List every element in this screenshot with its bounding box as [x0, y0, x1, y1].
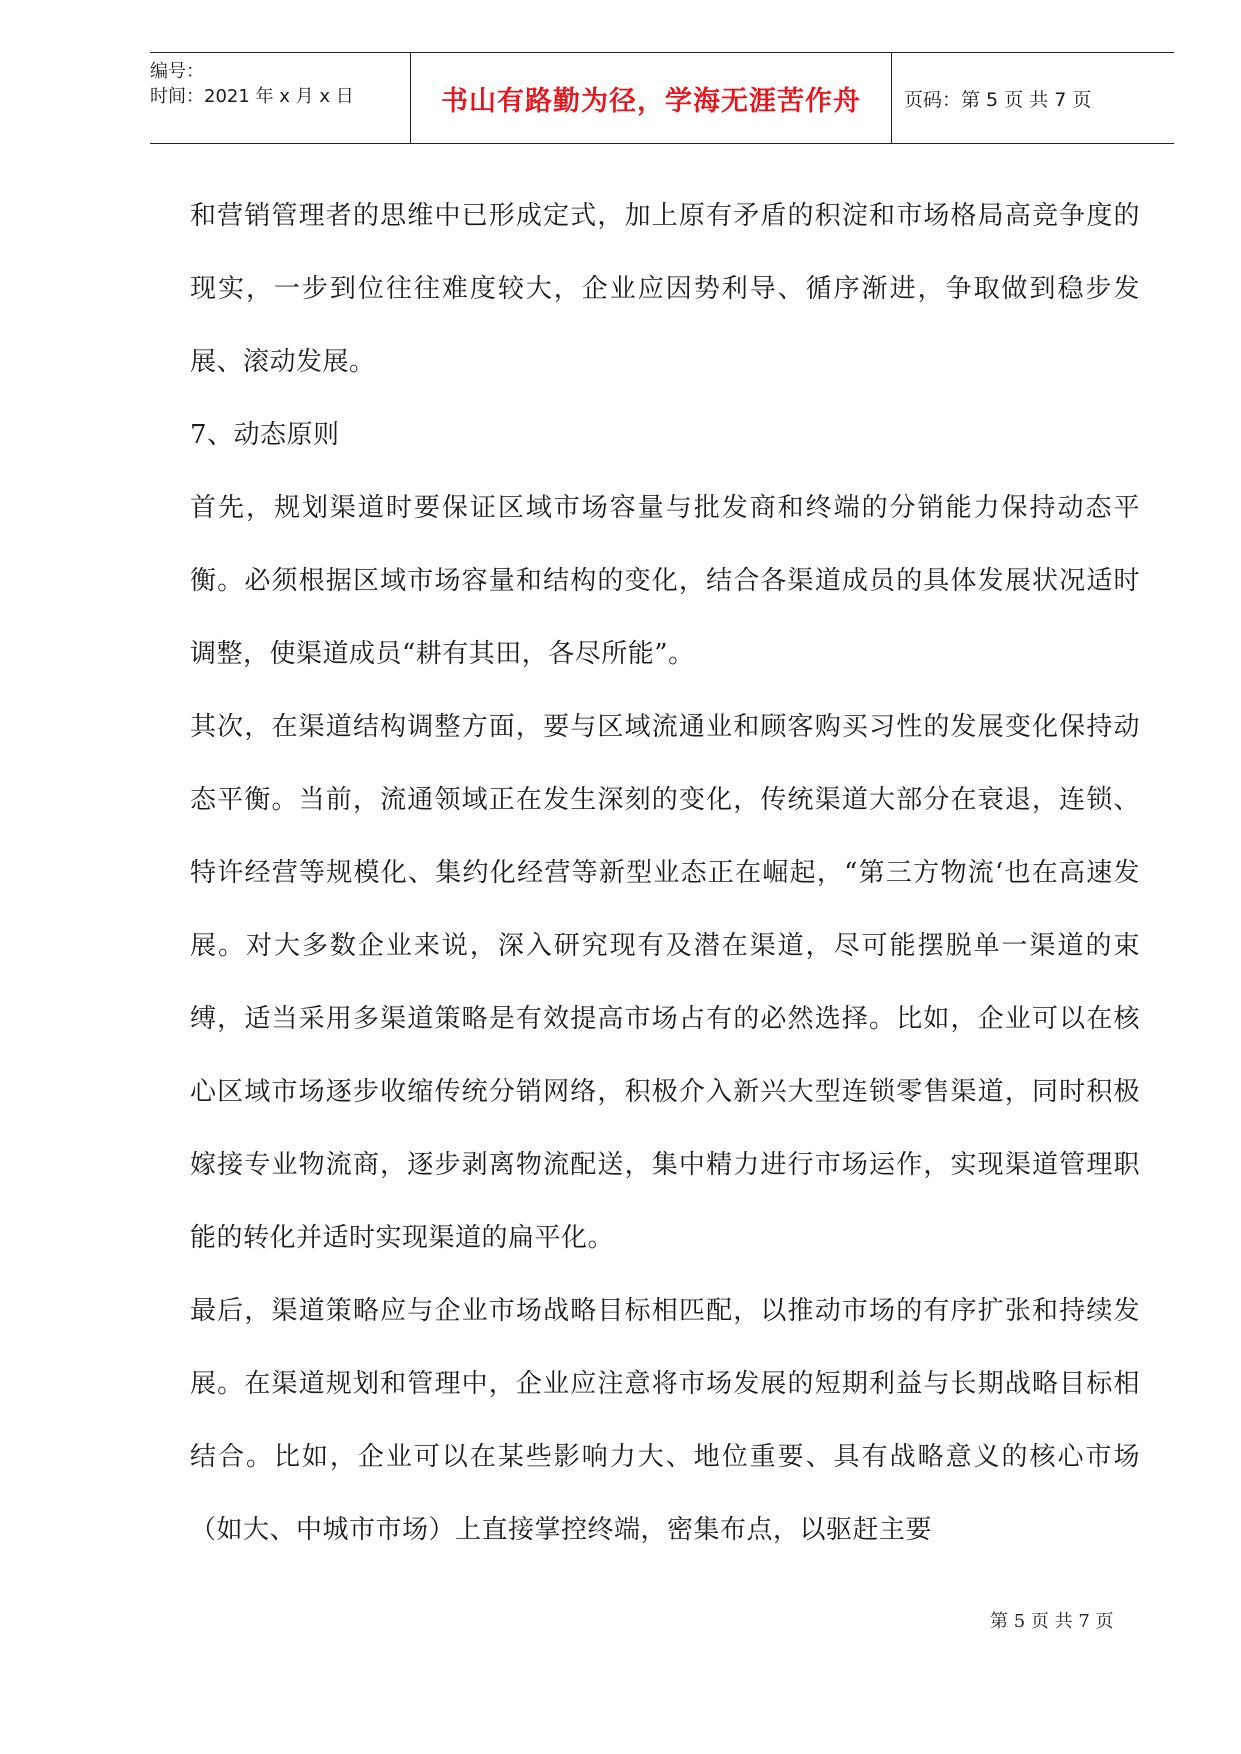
document-body [190, 180, 1140, 1567]
page-footer: 第 5 页 共 7 页 [990, 1611, 1114, 1632]
document-time-label: 时间：2021 年 x 月 x 日 [150, 86, 354, 107]
header-meta [150, 53, 410, 143]
page-header [150, 52, 1174, 144]
body-paragraph: 最后，渠道策略应与企业市场战略目标相匹配，以推动市场的有序扩张和持续发展。在渠道规划和管理中，企业应注意将市场发展的短期利益与长期战略目标相结合。比如，企业可以在某些影响力大、地位重要、具有战略意义的核心市场（如大、中城市市场）上直接掌控终端，密集布点，以驱赶主要 [190, 1296, 1140, 1545]
header-motto-cell [410, 53, 892, 143]
header-page-number: 页码：第 5 页 共 7 页 [904, 88, 1092, 111]
body-paragraph: 首先，规划渠道时要保证区域市场容量与批发商和终端的分销能力保持动态平衡。必须根据区域市场容量和结构的变化，结合各渠道成员的具体发展状况适时调整，使渠道成员“耕有其田，各尽所能”。 [190, 493, 1140, 669]
header-page-cell [892, 53, 1174, 143]
body-paragraph: 其次，在渠道结构调整方面，要与区域流通业和顾客购买习性的发展变化保持动态平衡。当前，流通领域正在发生深刻的变化，传统渠道大部分在衰退，连锁、特许经营等规模化、集约化经营等新型业态正在崛起，“第三方物流‘也在高速发展。对大多数企业来说，深入研究现有及潜在渠道，尽可能摆脱单一渠道的束缚，适当采用多渠道策略是有效提高市场占有的必然选择。比如，企业可以在核心区域市场逐步收缩传统分销网络，积极介入新兴大型连锁零售渠道，同时积极嫁接专业物流商，逐步剥离物流配送，集中精力进行市场运作，实现渠道管理职能的转化并适时实现渠道的扁平化。 [190, 712, 1140, 1253]
section-heading: 7、动态原则 [190, 420, 340, 450]
header-motto: 书山有路勤为径，学海无涯苦作舟 [441, 85, 861, 117]
body-paragraph: 和营销管理者的思维中已形成定式，加上原有矛盾的积淀和市场格局高竞争度的现实，一步到位往往难度较大，企业应因势利导、循序渐进，争取做到稳步发展、滚动发展。 [190, 201, 1140, 377]
document-number-label: 编号： [150, 61, 204, 82]
